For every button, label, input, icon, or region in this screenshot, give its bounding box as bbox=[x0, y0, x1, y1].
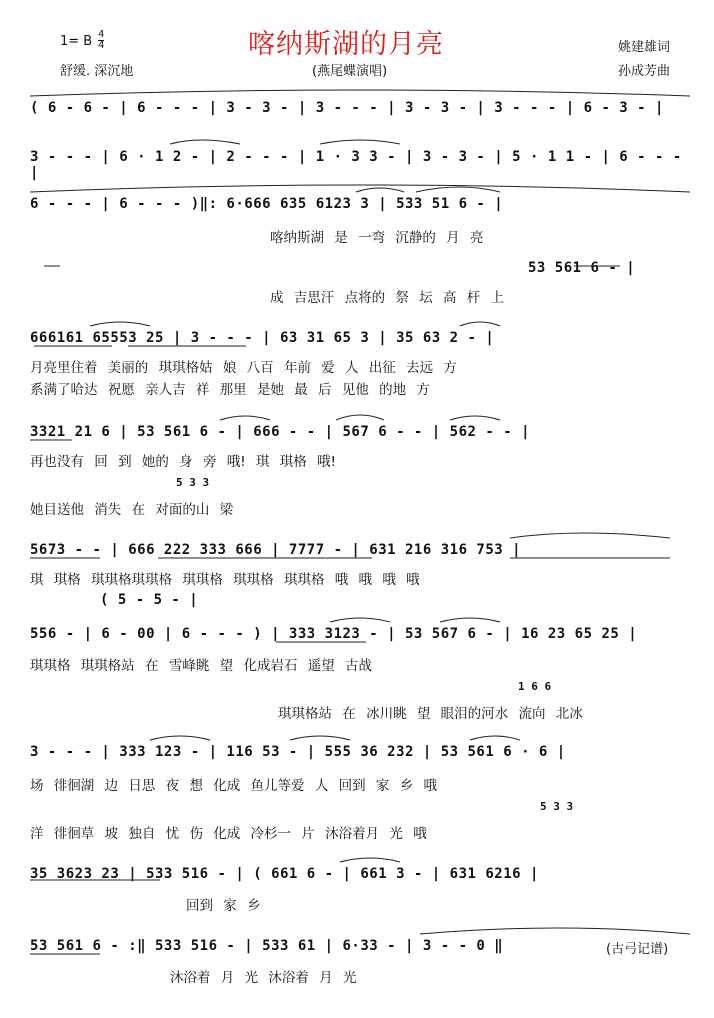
score-row-3-lyric-1: 喀纳斯湖 是 一弯 沉静的 月 亮 bbox=[270, 230, 484, 246]
score-row-1-notes: ( 6 - 6 - | 6 - - - | 3 - 3 - | 3 - - - | 3 - 3 - | 3 - - - | 6 - 3 - | bbox=[30, 100, 664, 116]
score-row-7-small-notes: 1 6 6 bbox=[518, 680, 552, 693]
composer-credit: 孙成芳曲 bbox=[618, 64, 671, 79]
score-row-6-notes: 5673 - - | 666 222 333 666 | 7777 - | 631 216 316 753 | bbox=[30, 542, 522, 558]
score-row-10-lyric-1: 沐浴着 月 光 沐浴着 月 光 bbox=[170, 970, 357, 986]
tempo-marking: 舒缓. 深沉地 bbox=[60, 64, 134, 79]
score-row-3-notes: 6 - - - | 6 - - - )‖: 6·666 635 6123 3 | 533 51 6 - | bbox=[30, 196, 504, 212]
score-row-8-lyric-1: 场 徘徊湖 边 日思 夜 想 化成 鱼儿等爱 人 回到 家 乡 哦 bbox=[30, 778, 437, 794]
score-row-8-notes: 3 - - - | 333 123 - | 116 53 - | 555 36 232 | 53 561 6 · 6 | bbox=[30, 744, 566, 760]
score-row-5-notes: 3321 21 6 | 53 561 6 - | 666 - - | 567 6 - - | 562 - - | bbox=[30, 424, 531, 440]
song-title: 喀纳斯湖的月亮 bbox=[248, 29, 444, 60]
key-signature: 1= B bbox=[60, 34, 93, 49]
lyricist-credit: 姚建雄词 bbox=[618, 40, 671, 55]
score-row-9-lyric-1: 回到 家 乡 bbox=[186, 898, 261, 914]
singer-credit: (燕尾蝶演唱) bbox=[312, 64, 388, 79]
score-row-5-lyric-2: 她目送他 消失 在 对面的山 梁 bbox=[30, 502, 234, 518]
score-row-4-lyric-1: 月亮里住着 美丽的 琪琪格姑 娘 八百 年前 爱 人 出征 去远 方 bbox=[30, 360, 457, 376]
score-row-2-notes: 3 - - - | 6 · 1 2 - | 2 - - - | 1 · 3 3 - | 3 - 3 - | 5 · 1 1 - | 6 - - - | bbox=[30, 149, 682, 181]
time-signature-top: 4 bbox=[98, 29, 105, 40]
score-row-4-notes: 666161 65553 25 | 3 - - - | 63 31 65 3 | 35 63 2 - | bbox=[30, 330, 495, 346]
score-row-5-lyric-1: 再也没有 回 到 她的 身 旁 哦! 琪 琪格 哦! bbox=[30, 454, 336, 470]
time-signature bbox=[98, 30, 104, 51]
score-row-4-lyric-2: 系满了哈达 祝愿 亲人吉 祥 那里 是她 最 后 见他 的地 方 bbox=[30, 382, 430, 398]
score-row-8-small-notes: 5 3 3 bbox=[540, 800, 574, 813]
time-signature-bottom: 4 bbox=[98, 40, 105, 51]
score-row-9-notes: 35 3623 23 | 533 516 - | ( 661 6 - | 661 3 - | 631 6216 | bbox=[30, 866, 539, 882]
score-row-6-lyric-1: 琪 琪格 琪琪格琪琪格 琪琪格 琪琪格 琪琪格 哦 哦 哦 哦 bbox=[30, 572, 420, 588]
transcriber-credit: (古弓记谱) bbox=[606, 942, 669, 957]
score-row-8-lyric-2: 洋 徘徊草 坡 独自 忧 伤 化成 冷杉一 片 沐浴着月 光 哦 bbox=[30, 826, 427, 842]
score-row-5-small-notes: 5 3 3 bbox=[176, 476, 210, 489]
score-row-6-alt-notes: ( 5 - 5 - | bbox=[100, 592, 199, 608]
score-row-7-lyric-1: 琪琪格 琪琪格站 在 雪峰眺 望 化成岩石 遥望 古战 bbox=[30, 658, 373, 674]
score-row-3-alt-notes: 53 561 6 - | bbox=[528, 260, 636, 276]
score-row-10-notes: 53 561 6 - :‖ 533 516 - | 533 61 | 6·33 - | 3 - - 0 ‖ bbox=[30, 938, 504, 954]
score-row-7-notes: 556 - | 6 - 00 | 6 - - - ) | 333 3123 - | 53 567 6 - | 16 23 65 25 | bbox=[30, 626, 638, 642]
score-row-7-lyric-2: 琪琪格站 在 冰川眺 望 眼泪的河水 流向 北冰 bbox=[278, 706, 583, 722]
score-row-3-lyric-2: 成 吉思汗 点将的 祭 坛 高 杆 上 bbox=[270, 290, 505, 306]
